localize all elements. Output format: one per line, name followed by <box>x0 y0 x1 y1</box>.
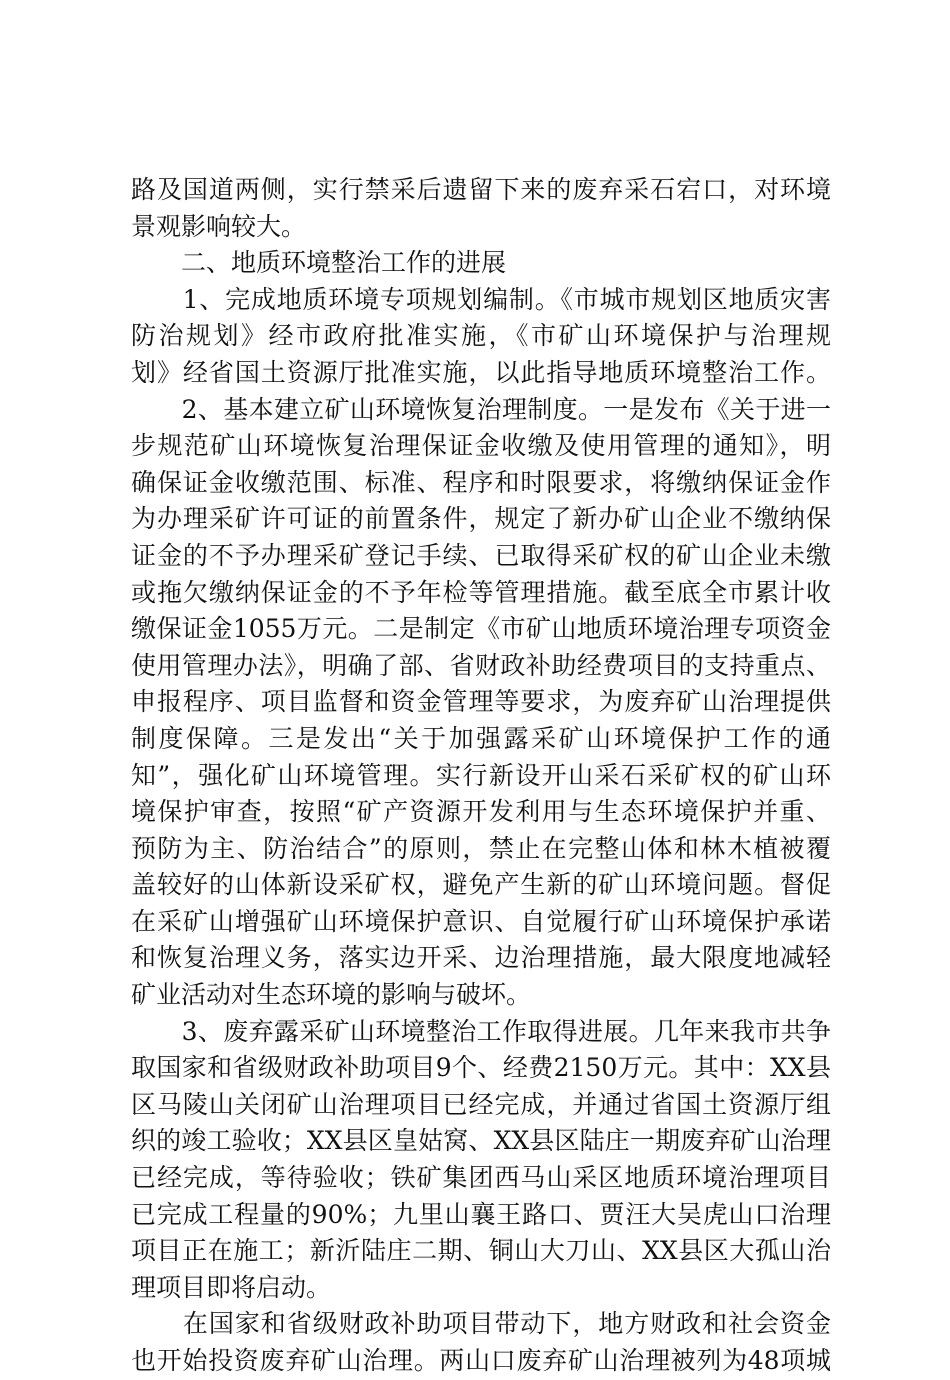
text-line: 盖较好的山体新设采矿权，避免产生新的矿山环境问题。督促 <box>131 870 831 900</box>
text-line: 使用管理办法》，明确了部、省财政补助经费项目的支持重点、 <box>131 650 831 680</box>
text-line: 已经完成，等待验收；铁矿集团西马山采区地质环境治理项目 <box>131 1163 831 1193</box>
text-line: 确保证金收缴范围、标准、程序和时限要求，将缴纳保证金作 <box>131 467 831 497</box>
text-line: 在国家和省级财政补助项目带动下，地方财政和社会资金 <box>131 1309 831 1339</box>
text-line: 项目正在施工；新沂陆庄二期、铜山大刀山、XX县区大孤山治 <box>131 1236 831 1266</box>
text-line: 知”，强化矿山环境管理。实行新设开山采石采矿权的矿山环 <box>131 760 831 790</box>
text-line: 取国家和省级财政补助项目9个、经费2150万元。其中：XX县 <box>131 1053 831 1083</box>
text-line: 3、废弃露采矿山环境整治工作取得进展。几年来我市共争 <box>131 1016 831 1046</box>
text-line: 证金的不予办理采矿登记手续、已取得采矿权的矿山企业未缴 <box>131 540 831 570</box>
text-line: 也开始投资废弃矿山治理。两山口废弃矿山治理被列为48项城 <box>131 1346 831 1375</box>
text-line: 矿业活动对生态环境的影响与破坏。 <box>131 980 532 1010</box>
text-line: 织的竣工验收；XX县区皇姑窝、XX县区陆庄一期废弃矿山治理 <box>131 1126 831 1156</box>
text-line: 在采矿山增强矿山环境保护意识、自觉履行矿山环境保护承诺 <box>131 906 831 936</box>
text-line: 景观影响较大。 <box>131 211 307 241</box>
document-body <box>131 172 831 1380</box>
section-heading: 二、地质环境整治工作的进展 <box>131 248 507 278</box>
text-line: 防治规划》经市政府批准实施，《市矿山环境保护与治理规 <box>131 321 831 351</box>
text-line: 制度保障。三是发出“关于加强露采矿山环境保护工作的通 <box>131 723 831 753</box>
text-line: 和恢复治理义务，落实边开采、边治理措施，最大限度地减轻 <box>131 943 831 973</box>
text-line: 步规范矿山环境恢复治理保证金收缴及使用管理的通知》，明 <box>131 431 831 461</box>
text-line: 缴保证金1055万元。二是制定《市矿山地质环境治理专项资金 <box>131 614 831 644</box>
text-line: 申报程序、项目监督和资金管理等要求，为废弃矿山治理提供 <box>131 687 831 717</box>
text-line: 境保护审查，按照“矿产资源开发利用与生态环境保护并重、 <box>131 797 831 827</box>
text-line: 路及国道两侧，实行禁采后遗留下来的废弃采石宕口，对环境 <box>131 175 831 204</box>
text-line: 理项目即将启动。 <box>131 1272 332 1302</box>
text-line: 已完成工程量的90%；九里山襄王路口、贾汪大吴虎山口治理 <box>131 1199 831 1229</box>
text-line: 划》经省国土资源厅批准实施，以此指导地质环境整治工作。 <box>131 357 831 387</box>
text-line: 为办理采矿许可证的前置条件，规定了新办矿山企业不缴纳保 <box>131 504 831 534</box>
text-line: 1、完成地质环境专项规划编制。《市城市规划区地质灾害 <box>131 284 831 314</box>
text-line: 预防为主、防治结合”的原则，禁止在完整山体和林木植被覆 <box>131 833 831 863</box>
text-line: 或拖欠缴纳保证金的不予年检等管理措施。截至底全市累计收 <box>131 577 831 607</box>
text-line: 区马陵山关闭矿山治理项目已经完成，并通过省国土资源厅组 <box>131 1089 831 1119</box>
text-line: 2、基本建立矿山环境恢复治理制度。一是发布《关于进一 <box>131 394 831 424</box>
